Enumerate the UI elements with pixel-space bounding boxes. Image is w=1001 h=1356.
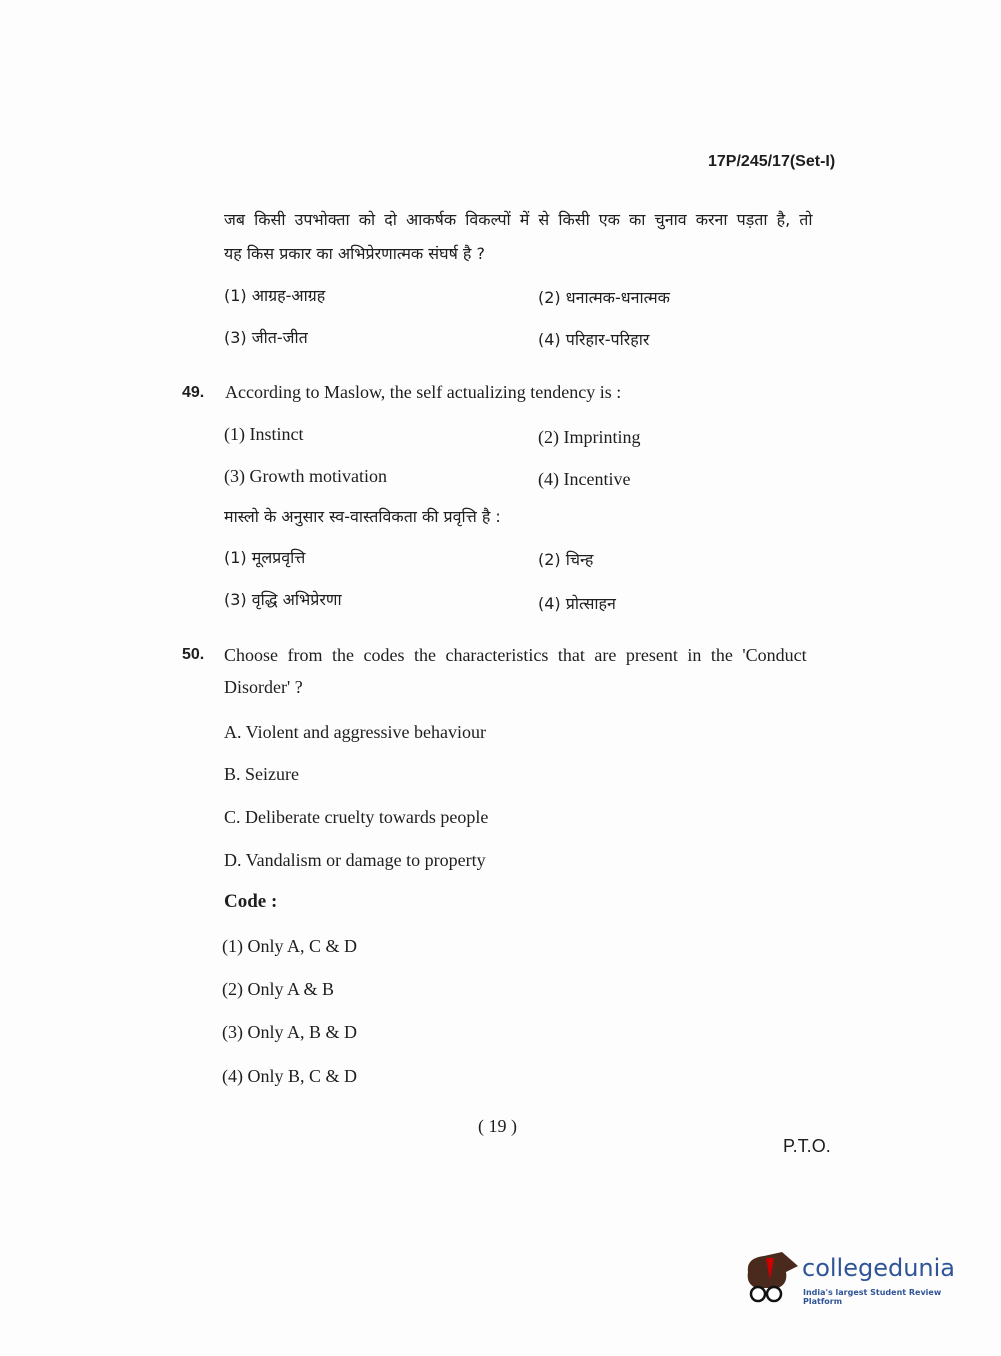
q49-option-3: (3) Growth motivation xyxy=(224,466,387,486)
q48-hindi-option-1: (1) आग्रह-आग्रह xyxy=(224,286,326,305)
q49-hindi-option-3: (3) वृद्धि अभिप्रेरणा xyxy=(224,590,342,609)
q50-item-c: C. Deliberate cruelty towards people xyxy=(224,807,489,827)
pto-label: P.T.O. xyxy=(783,1136,831,1156)
q48-hindi-line2: यह किस प्रकार का अभिप्रेरणात्मक संघर्ष है ? xyxy=(224,244,485,263)
q50-item-a: A. Violent and aggressive behaviour xyxy=(224,722,487,742)
q50-option-3: (3) Only A, B & D xyxy=(222,1022,357,1042)
page-number: ( 19 ) xyxy=(478,1116,517,1136)
q48-hindi-option-2: (2) धनात्मक-धनात्मक xyxy=(538,288,670,307)
q49-hindi-option-1: (1) मूलप्रवृत्ति xyxy=(224,548,306,567)
q50-item-d: D. Vandalism or damage to property xyxy=(224,850,486,870)
q49-hindi-option-4: (4) प्रोत्साहन xyxy=(538,594,616,613)
q48-hindi-option-3: (3) जीत-जीत xyxy=(224,328,308,347)
paper-code: 17P/245/17(Set-I) xyxy=(708,153,836,170)
q49-number: 49. xyxy=(182,384,205,401)
q48-hindi-option-4: (4) परिहार-परिहार xyxy=(538,330,650,349)
q49-option-4: (4) Incentive xyxy=(538,469,631,489)
q49-hindi-option-2: (2) चिन्ह xyxy=(538,550,594,569)
q48-hindi-line1: जब किसी उपभोक्ता को दो आकर्षक विकल्पों में से किसी एक का चुनाव करना पड़ता है, तो xyxy=(224,210,813,229)
collegedunia-logo xyxy=(742,1250,972,1310)
q50-item-b: B. Seizure xyxy=(224,764,299,784)
q50-question-line2: Disorder' ? xyxy=(224,677,303,697)
q50-option-4: (4) Only B, C & D xyxy=(222,1066,357,1086)
logo-tagline: India's largest Student Review Platform xyxy=(803,1288,942,1306)
q49-hindi-question: मास्लो के अनुसार स्व-वास्तविकता की प्रवृत्ति है : xyxy=(224,507,501,526)
q50-option-1: (1) Only A, C & D xyxy=(222,936,357,956)
q49-option-1: (1) Instinct xyxy=(224,424,304,444)
mascot-icon xyxy=(742,1250,800,1310)
logo-wordmark: collegedunia xyxy=(802,1254,956,1282)
q50-number: 50. xyxy=(182,646,205,663)
q50-option-2: (2) Only A & B xyxy=(222,979,335,999)
q49-option-2: (2) Imprinting xyxy=(538,427,641,447)
q50-question-line1: Choose from the codes the characteristics that are present in the 'Conduct xyxy=(224,645,807,665)
q49-question: According to Maslow, the self actualizing tendency is : xyxy=(225,382,622,402)
q50-code-label: Code : xyxy=(224,891,278,912)
